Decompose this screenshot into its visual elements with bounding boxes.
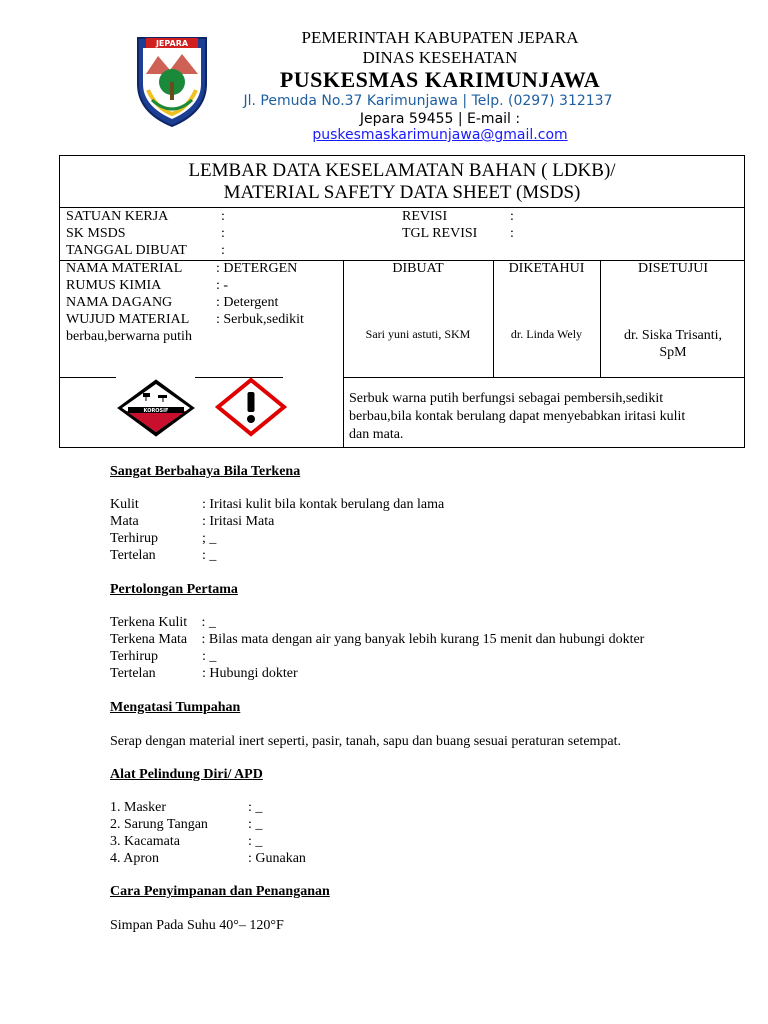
row-value: : Iritasi kulit bila kontak berulang dan lama [202,497,445,512]
list-item [110,548,216,564]
row-label: Terhirup [110,649,159,664]
row-value: : _ [248,800,263,815]
divider [343,260,344,377]
disetujui-signatory-title: SpM [659,345,687,360]
row-label: Tertelan [110,548,156,563]
tgl-revisi-label: TGL REVISI [402,226,478,241]
nama-material-label: NAMA MATERIAL [66,261,183,276]
corrosive-hazard-icon [116,378,196,438]
row-label: Tertelan [110,666,156,681]
row-label: 2. Sarung Tangan [110,817,208,832]
row-value: : _ [248,834,263,849]
section-first-aid-title: Pertolongan Pertama [110,582,238,597]
row-label: Terkena Kulit [110,615,188,630]
revisi-colon: : [510,209,514,224]
row-label: Mata [110,514,139,529]
exclamation-hazard-icon [215,377,287,437]
list-item [110,615,216,631]
list-item [110,649,216,665]
row-label: 3. Kacamata [110,834,180,849]
list-item [110,514,274,530]
spill-instructions: Serap dengan material inert seperti, pasir, tanah, sapu dan buang sesuai peraturan setempat. [110,734,622,749]
rumus-kimia-value: : - [216,278,229,293]
tgl-revisi-colon: : [510,226,514,241]
header-email-link[interactable]: puskesmaskarimunjawa@gmail.com [312,127,568,143]
row-value: : _ [202,548,217,563]
row-value: : Gunakan [248,851,306,866]
list-item [110,531,216,547]
row-value: ; _ [202,531,217,546]
list-item [110,632,644,648]
row-value: : Hubungi dokter [202,666,298,681]
nama-material-value: : DETERGEN [216,261,298,276]
row-value: : Bilas mata dengan air yang banyak lebih kurang 15 menit dan hubungi dokter [198,632,645,647]
list-item [110,834,262,850]
list-item [110,497,444,513]
wujud-material-value: : Serbuk,sedikit [216,312,304,327]
row-label: Terhirup [110,531,159,546]
diketahui-signatory: dr. Linda Wely [510,327,583,341]
tanggal-dibuat-colon: : [221,243,225,258]
logo-text: JEPARA [155,39,189,48]
section-storage-title: Cara Penyimpanan dan Penanganan [110,884,330,899]
tanggal-dibuat-label: TANGGAL DIBUAT [66,243,187,258]
header-government: PEMERINTAH KABUPATEN JEPARA [301,28,579,47]
korosif-label: KOROSIF [143,408,169,414]
section-hazard-title: Sangat Berbahaya Bila Terkena [110,464,301,479]
section-spill-title: Mengatasi Tumpahan [110,700,241,715]
storage-instructions: Simpan Pada Suhu 40°– 120°F [110,918,284,933]
disetujui-header: DISETUJUI [638,261,708,276]
material-description-line3: dan mata. [349,427,404,442]
nama-dagang-label: NAMA DAGANG [66,295,173,310]
list-item [110,851,306,867]
satuan-kerja-label: SATUAN KERJA [66,209,169,224]
row-label: Kulit [110,497,139,512]
header-department: DINAS KESEHATAN [362,48,518,67]
section-ppe-title: Alat Pelindung Diri/ APD [110,767,263,782]
divider [60,207,744,208]
divider [343,377,344,448]
sk-msds-label: SK MSDS [66,226,126,241]
wujud-material-label: WUJUD MATERIAL [66,312,190,327]
row-value: : Iritasi Mata [202,514,275,529]
divider [60,377,116,378]
wujud-material-continued: berbau,berwarna putih [66,329,192,344]
dibuat-header: DIBUAT [392,261,444,276]
row-label: Terkena Mata [110,632,188,647]
header-address: Jl. Pemuda No.37 Karimunjawa | Telp. (0297) 312137 [243,93,613,109]
form-title-line2: MATERIAL SAFETY DATA SHEET (MSDS) [223,182,581,203]
row-value: : _ [198,615,216,630]
header-city: Jepara 59455 | E-mail : [359,111,521,127]
row-value: : _ [248,817,263,832]
form-title-line1: LEMBAR DATA KESELAMATAN BAHAN ( LDKB)/ [188,160,616,181]
header-clinic-name: PUSKESMAS KARIMUNJAWA [279,67,601,92]
row-label: 1. Masker [110,800,166,815]
material-description-line2: berbau,bila kontak berulang dapat menyebabkan iritasi kulit [349,409,686,424]
divider [343,377,744,378]
material-description-line1: Serbuk warna putih berfungsi sebagai pembersih,sedikit [349,391,664,406]
nama-dagang-value: : Detergent [216,295,279,310]
disetujui-signatory: dr. Siska Trisanti, [623,328,723,343]
list-item [110,666,298,682]
list-item [110,800,262,816]
row-value: : _ [202,649,217,664]
rumus-kimia-label: RUMUS KIMIA [66,278,162,293]
row-label: 4. Apron [110,851,159,866]
revisi-label: REVISI [402,209,448,224]
msds-form-table [59,155,745,448]
divider [493,260,494,377]
satuan-kerja-colon: : [221,209,225,224]
diketahui-header: DIKETAHUI [508,261,585,276]
dibuat-signatory: Sari yuni astuti, SKM [365,327,471,341]
list-item [110,817,262,833]
jepara-logo [132,34,212,128]
sk-msds-colon: : [221,226,225,241]
